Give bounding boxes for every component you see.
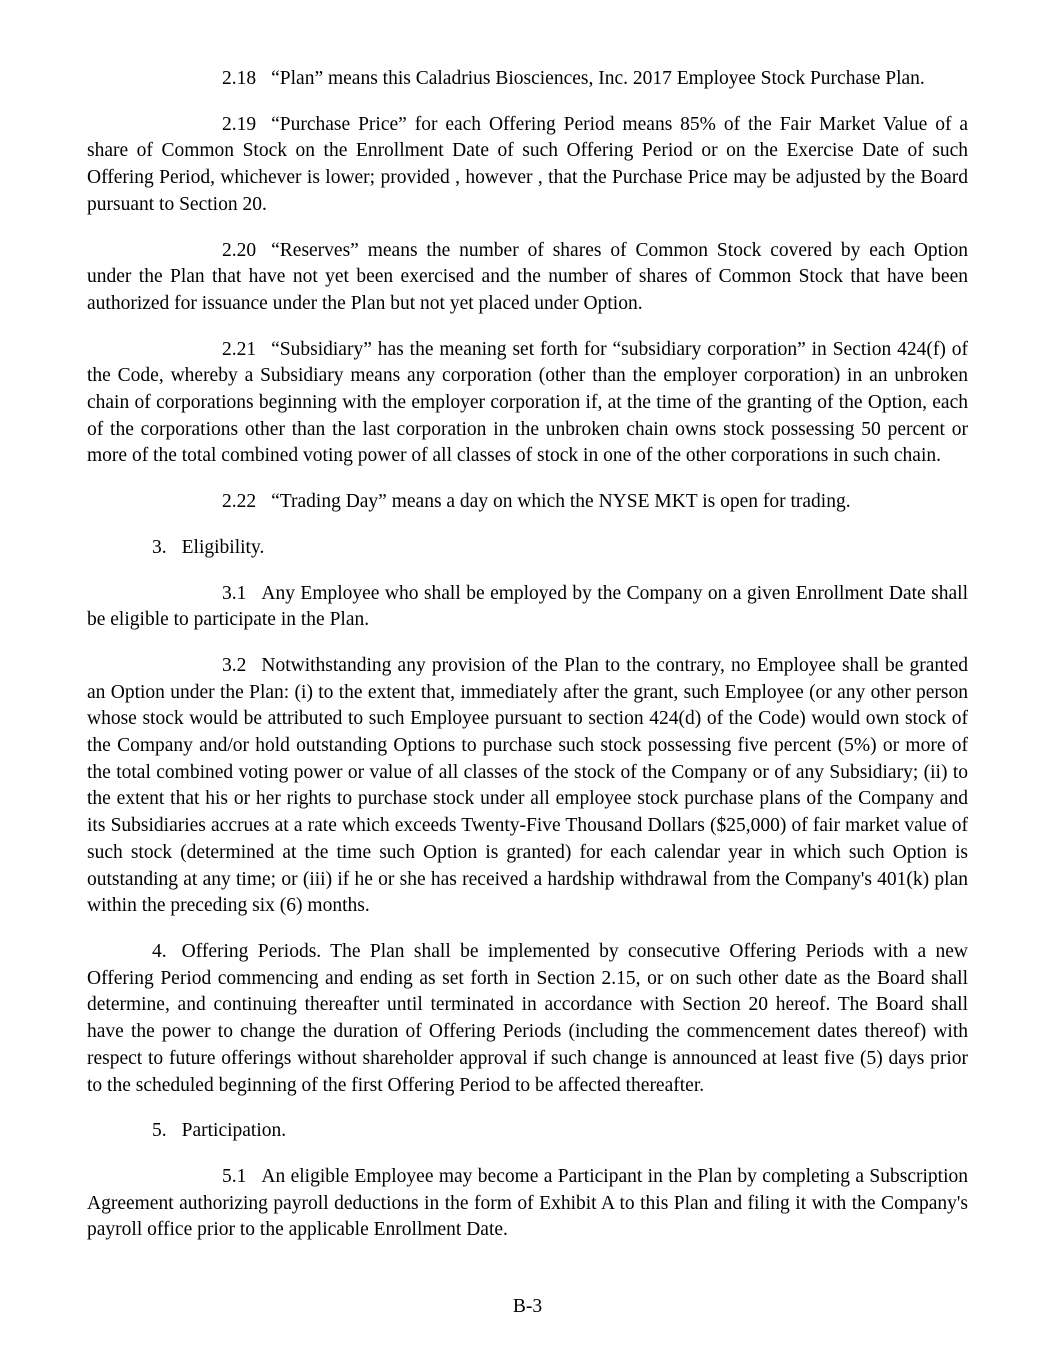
section-number: 3. bbox=[152, 536, 167, 558]
paragraph-text: “Trading Day” means a day on which the NYSE MKT is open for trading. bbox=[271, 491, 851, 513]
paragraph-2-18 bbox=[87, 66, 968, 93]
paragraph-text: Any Employee who shall be employed by the Company on a given Enrollment Date shall be eligible to participate in the Plan. bbox=[87, 582, 968, 631]
paragraph-3-1 bbox=[87, 581, 968, 634]
paragraph-2-22 bbox=[87, 489, 968, 516]
paragraph-text: Offering Periods. The Plan shall be implemented by consecutive Offering Periods with a new Offering Period commencing and ending as set forth in Section 2.15, or on such other date as the Board shall determine, and continuing thereafter until terminated in accordance with Section 20 hereof. The Board shall have the power to change the duration of Offering Periods (including the commencement dates thereof) with respect to future offerings without shareholder approval if such change is announced at least five (5) days prior to the scheduled beginning of the first Offering Period to be affected thereafter. bbox=[87, 940, 968, 1096]
paragraph-2-21 bbox=[87, 337, 968, 471]
section-number: 3.2 bbox=[222, 654, 247, 676]
paragraph-text: “Purchase Price” for each Offering Period means 85% of the Fair Market Value of a share of Common Stock on the Enrollment Date of such Offering Period or on the Exercise Date of such Offering Period, whichever is lower; provided , however , that the Purchase Price may be adjusted by the Board pursuant to Section 20. bbox=[87, 113, 968, 215]
section-number: 2.20 bbox=[222, 239, 257, 261]
section-number: 2.21 bbox=[222, 338, 257, 360]
paragraph-text: “Reserves” means the number of shares of Common Stock covered by each Option under the Plan that have not yet been exercised and the number of shares of Common Stock that have been authorized for issuance under the Plan but not yet placed under Option. bbox=[87, 239, 968, 314]
section-number: 3.1 bbox=[222, 582, 247, 604]
heading-section-3 bbox=[87, 535, 968, 562]
page-number: B-3 bbox=[512, 1296, 543, 1318]
paragraph-text: An eligible Employee may become a Participant in the Plan by completing a Subscription Agreement authorizing payroll deductions in the form of Exhibit A to this Plan and filing it with the Company's payroll office prior to the applicable Enrollment Date. bbox=[87, 1165, 968, 1241]
paragraph-3-2 bbox=[87, 653, 968, 920]
paragraph-5-1 bbox=[87, 1164, 968, 1244]
section-number: 2.19 bbox=[222, 113, 257, 135]
section-number: 5.1 bbox=[222, 1165, 247, 1187]
paragraph-2-20 bbox=[87, 238, 968, 318]
paragraph-2-19 bbox=[87, 112, 968, 219]
paragraph-text: Participation. bbox=[181, 1120, 287, 1142]
paragraph-text: Notwithstanding any provision of the Plan to the contrary, no Employee shall be granted an Option under the Plan: (i) to the extent that, immediately after the grant, such Employee (or any other person whose stock would be attributed to such Employee pursuant to section 424(d) of the Code) would own stock of the Company and/or hold outstanding Options to purchase such stock possessing five percent (5%) or more of the total combined voting power or value of all classes of the stock of the Company or of any Subsidiary; (ii) to the extent that his or her rights to purchase stock under all employee stock purchase plans of the Company and its Subsidiaries accrues at a rate which exceeds Twenty-Five Thousand Dollars ($25,000) of fair market value of such stock (determined at the time such Option is granted) for each calendar year in which such Option is outstanding at any time; or (iii) if he or she has received a hardship withdrawal from the Company's 401(k) plan within the preceding six (6) months. bbox=[87, 654, 968, 917]
section-number: 2.18 bbox=[222, 68, 257, 89]
section-number: 4. bbox=[152, 940, 167, 962]
section-number: 2.22 bbox=[222, 491, 257, 513]
paragraph-text: Eligibility. bbox=[181, 536, 265, 558]
paragraph-text: “Plan” means this Caladrius Biosciences, Inc. 2017 Employee Stock Purchase Plan. bbox=[271, 68, 925, 89]
heading-section-5 bbox=[87, 1118, 968, 1145]
section-number: 5. bbox=[152, 1120, 167, 1142]
paragraph-4 bbox=[87, 939, 968, 1099]
paragraph-text: “Subsidiary” has the meaning set forth for “subsidiary corporation” in Section 424(f) of the Code, whereby a Subsidiary means any corporation (other than the employer corporation) in an unbroken chain of corporations beginning with the employer corporation if, at the time of the granting of the Option, each of the corporations other than the last corporation in the unbroken chain owns stock possessing 50 percent or more of the total combined voting power of all classes of stock in one of the other corporations in such chain. bbox=[87, 338, 968, 467]
